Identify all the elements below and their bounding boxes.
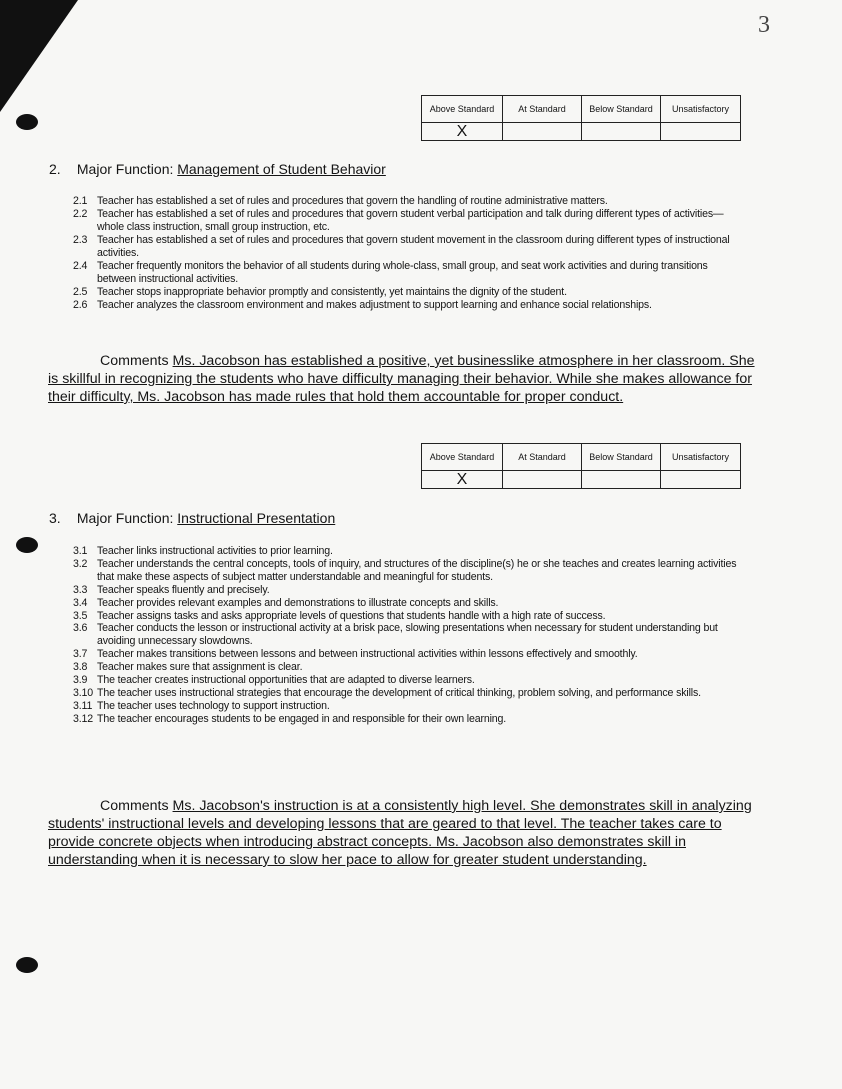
criterion-number: 3.3 (73, 583, 88, 596)
criterion-text: Teacher has established a set of rules and procedures that govern student verbal participation and talk during different types of activities—whole class instruction, small group instruction, etc. (97, 208, 724, 233)
comments-behavior (48, 352, 758, 406)
criterion-text: Teacher makes transitions between lessons and between instructional activities within lessons effectively and smoothly. (97, 648, 638, 661)
criterion-number: 2.6 (73, 299, 88, 311)
criterion-number: 3.6 (73, 622, 88, 635)
section-heading: Instructional Presentation (177, 510, 336, 526)
comments-label: Comments (100, 798, 169, 814)
criterion-number: 2.1 (73, 195, 88, 207)
criterion-item (73, 260, 743, 286)
mark-above-standard: X (422, 123, 503, 141)
criterion-item (73, 208, 743, 234)
criterion-item (73, 584, 743, 597)
criterion-number: 3.4 (73, 596, 88, 609)
mark-below-standard (582, 471, 661, 489)
mark-below-standard (582, 123, 661, 141)
criterion-item (73, 687, 743, 700)
rating-table-behavior (421, 95, 741, 141)
criterion-number: 2.5 (73, 286, 88, 298)
section-title-behavior (49, 161, 386, 177)
criterion-text: The teacher uses technology to support instruction. (97, 699, 330, 712)
mark-unsatisfactory (661, 471, 741, 489)
punch-hole-middle (16, 537, 38, 553)
criterion-item (73, 713, 743, 726)
criterion-text: Teacher frequently monitors the behavior of all students during whole-class, small group, and seat work activities and during transitions between instructional activities. (97, 260, 708, 285)
criteria-list-instruction (73, 545, 743, 726)
folded-corner (0, 0, 78, 112)
header-unsatisfactory: Unsatisfactory (661, 444, 741, 471)
header-above-standard: Above Standard (422, 444, 503, 471)
header-above-standard: Above Standard (422, 96, 503, 123)
criterion-text: The teacher uses instructional strategies that encourage the development of critical thinking, problem solving, and performance skills. (97, 686, 701, 699)
header-at-standard: At Standard (503, 444, 582, 471)
section-title-instruction (49, 510, 335, 526)
section-prefix: Major Function: (76, 510, 174, 526)
comments-instruction (48, 797, 758, 869)
header-at-standard: At Standard (503, 96, 582, 123)
section-prefix: Major Function: (76, 161, 174, 177)
criterion-number: 3.9 (73, 674, 88, 687)
criterion-number: 3.7 (73, 648, 88, 661)
criterion-text: Teacher links instructional activities to prior learning. (97, 545, 333, 557)
criterion-item (73, 648, 743, 661)
page-number: 3 (758, 12, 770, 38)
header-below-standard: Below Standard (582, 96, 661, 123)
header-below-standard: Below Standard (582, 444, 661, 471)
criterion-number: 3.10 (73, 686, 94, 699)
rating-table-instruction (421, 443, 741, 489)
comments-text: Ms. Jacobson has established a positive, yet businesslike atmosphere in her classroom. She is skillful in recognizing the students who have difficulty managing their behavior. While she makes allowance for their difficulty, Ms. Jacobson has made rules that hold them accountable for proper conduct. (48, 353, 755, 405)
criterion-number: 3.1 (73, 545, 88, 557)
section-number: 2. (49, 161, 61, 177)
criteria-list-behavior (73, 195, 743, 312)
criterion-item (73, 661, 743, 674)
criterion-text: The teacher creates instructional opportunities that are adapted to diverse learners. (97, 674, 475, 687)
mark-at-standard (503, 123, 582, 141)
criterion-text: Teacher stops inappropriate behavior promptly and consistently, yet maintains the dignity of the student. (97, 286, 567, 298)
mark-at-standard (503, 471, 582, 489)
criterion-text: Teacher analyzes the classroom environment and makes adjustment to support learning and enhance social relationships. (97, 299, 652, 311)
criterion-text: Teacher speaks fluently and precisely. (97, 583, 270, 596)
criterion-number: 2.3 (73, 234, 88, 246)
mark-above-standard: X (422, 471, 503, 489)
section-heading: Management of Student Behavior (177, 161, 386, 177)
criterion-text: Teacher has established a set of rules and procedures that govern student movement in the classroom during different types of instructional activities. (97, 234, 730, 259)
criterion-text: Teacher assigns tasks and asks appropriate levels of questions that students handle with a high rate of success. (97, 609, 606, 622)
criterion-item (73, 700, 743, 713)
mark-unsatisfactory (661, 123, 741, 141)
criterion-item (73, 195, 743, 208)
criterion-item (73, 610, 743, 623)
comments-text: Ms. Jacobson's instruction is at a consistently high level. She demonstrates skill in analyzing students' instructional levels and developing lessons that are geared to that level. The teacher takes care to provide concrete objects when introducing abstract concepts. Ms. Jacobson also demonstrates skill in understanding when it is necessary to slow her pace to allow for greater student understanding. (48, 798, 752, 868)
criterion-text: Teacher conducts the lesson or instructional activity at a brisk pace, slowing presentations when necessary for student understanding but avoiding unnecessary slowdowns. (97, 622, 718, 648)
criterion-item (73, 558, 743, 584)
criterion-text: Teacher provides relevant examples and demonstrations to illustrate concepts and skills. (97, 596, 499, 609)
punch-hole-bottom (16, 957, 38, 973)
criterion-item (73, 674, 743, 687)
header-unsatisfactory: Unsatisfactory (661, 96, 741, 123)
criterion-item (73, 622, 743, 648)
punch-hole-top (16, 114, 38, 130)
criterion-text: Teacher understands the central concepts, tools of inquiry, and structures of the discipline(s) he or she teaches and creates learning activities that make these aspects of subject matter understandable and meaningful for students. (97, 557, 737, 583)
criterion-number: 2.4 (73, 260, 88, 272)
section-number: 3. (49, 510, 61, 526)
criterion-number: 3.12 (73, 712, 94, 725)
criterion-number: 2.2 (73, 208, 88, 220)
criterion-text: Teacher has established a set of rules and procedures that govern the handling of routine administrative matters. (97, 195, 608, 207)
comments-label: Comments (100, 353, 169, 369)
criterion-item (73, 597, 743, 610)
criterion-number: 3.2 (73, 557, 88, 570)
criterion-item (73, 234, 743, 260)
criterion-item (73, 286, 743, 299)
criterion-number: 3.11 (73, 699, 93, 712)
criterion-text: The teacher encourages students to be engaged in and responsible for their own learning. (97, 712, 507, 725)
criterion-number: 3.8 (73, 661, 88, 674)
criterion-item (73, 545, 743, 558)
criterion-number: 3.5 (73, 609, 88, 622)
criterion-text: Teacher makes sure that assignment is clear. (97, 661, 303, 674)
criterion-item (73, 299, 743, 312)
